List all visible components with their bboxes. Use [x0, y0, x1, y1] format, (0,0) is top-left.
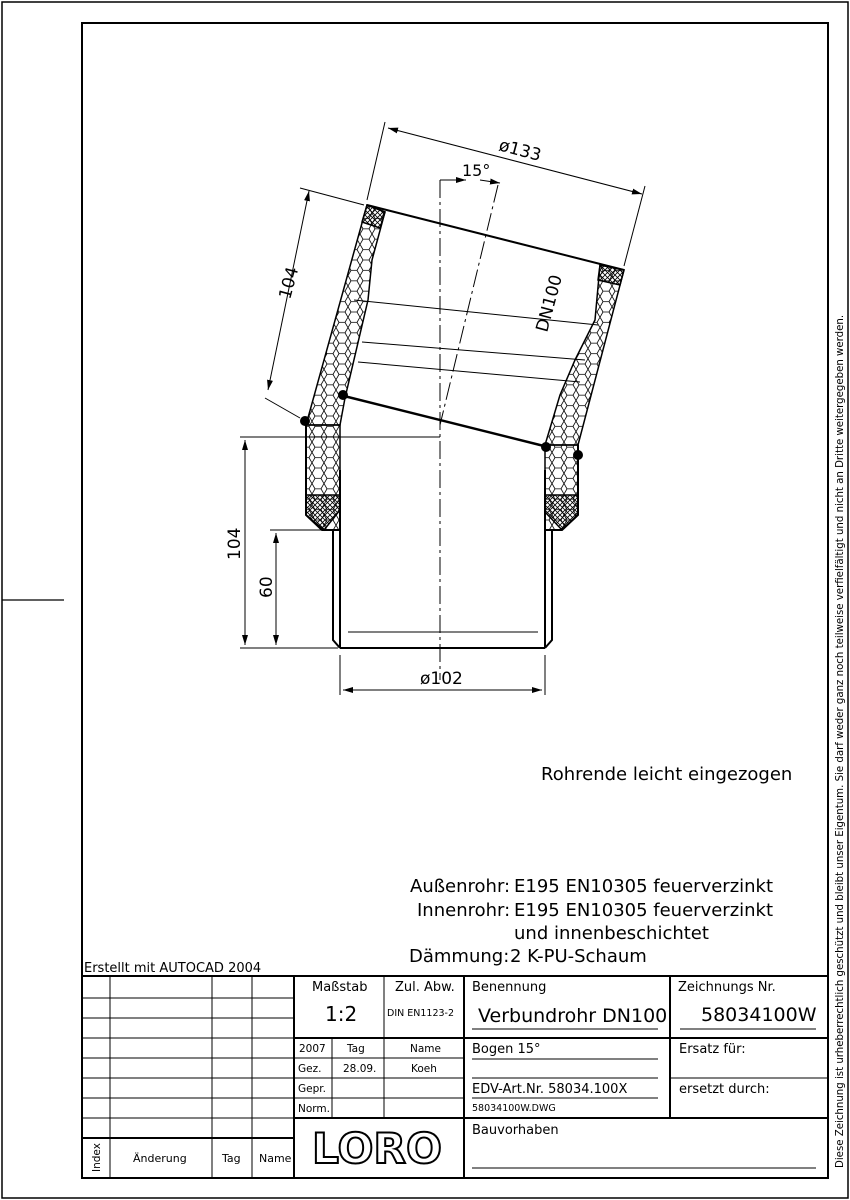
drawn-label: Gez.	[298, 1063, 322, 1075]
material-outer-label: Außenrohr:	[410, 876, 511, 897]
replacement-for-label: Ersatz für:	[679, 1042, 746, 1057]
project-label: Bauvorhaben	[472, 1123, 559, 1138]
dim-angle: 15°	[462, 161, 491, 180]
pipe-bend-drawing	[300, 180, 624, 680]
designation-label: Benennung	[472, 980, 547, 995]
section-line-3	[358, 362, 580, 382]
scale-label: Maßstab	[312, 980, 368, 995]
created-with: Erstellt mit AUTOCAD 2004	[84, 961, 262, 976]
weld-dot	[300, 416, 310, 426]
dim-length-lower: 104	[225, 527, 245, 560]
material-inner-value-2: und innenbeschichtet	[514, 923, 709, 944]
drawing-no-value: 58034100W	[701, 1004, 817, 1026]
day-label: Tag	[347, 1043, 365, 1055]
company-logo: LORO	[312, 1124, 442, 1173]
weld-dot	[541, 442, 551, 452]
insulation-label: Dämmung:	[409, 946, 510, 967]
norm-label: Norm.	[298, 1103, 330, 1115]
drawn-day: 28.09.	[343, 1063, 377, 1075]
dim-inner-diameter: ø102	[420, 669, 463, 689]
top-face	[367, 205, 624, 270]
dim-length-upper: 104	[275, 264, 304, 302]
section-line-1	[354, 300, 598, 325]
rev-change-label: Änderung	[133, 1152, 187, 1165]
scale-value: 1:2	[325, 1002, 358, 1026]
dim-nominal: DN100	[532, 272, 567, 335]
lower-outer-outline	[306, 425, 578, 530]
insulation-value: 2 K-PU-Schaum	[510, 946, 647, 967]
drawing-no-label: Zeichnungs Nr.	[678, 980, 776, 995]
tolerance-value: DIN EN1123-2	[387, 1008, 455, 1019]
dim-outer-diameter: ø133	[496, 135, 544, 166]
material-outer-value: E195 EN10305 feuerverzinkt	[514, 876, 774, 897]
copyright-note: Diese Zeichnung ist urheberrechtlich geschützt und bleibt unser Eigentum. Sie darf weder ganz noch teilweise verfielfältigt und nicht an Dritte weitergegeben werden.	[835, 314, 846, 1168]
rev-name-label: Name	[259, 1152, 292, 1165]
section-line-2	[362, 342, 585, 360]
part-desc: Bogen 15°	[472, 1042, 541, 1057]
checked-label: Gepr.	[298, 1083, 326, 1095]
dwg-file: 58034100W.DWG	[472, 1103, 556, 1114]
drawn-name: Koeh	[411, 1063, 437, 1075]
centerline-tilted	[440, 185, 498, 425]
tolerance-label: Zul. Abw.	[395, 980, 455, 995]
material-inner-value: E195 EN10305 feuerverzinkt	[514, 900, 774, 921]
rev-day-label: Tag	[222, 1152, 241, 1165]
rev-index-label: Index	[91, 1143, 103, 1172]
name-label: Name	[410, 1043, 441, 1055]
weld-dot	[338, 390, 348, 400]
replaced-by-label: ersetzt durch:	[679, 1082, 770, 1097]
year: 2007	[299, 1043, 326, 1055]
note-pipe-end: Rohrende leicht eingezogen	[541, 764, 793, 785]
material-inner-label: Innenrohr:	[417, 900, 511, 921]
edv-label: EDV-Art.Nr. 58034.100X	[472, 1082, 628, 1097]
dim-socket: 60	[257, 576, 277, 598]
designation-value: Verbundrohr DN100	[478, 1005, 668, 1027]
joint-line	[340, 395, 548, 447]
weld-dot	[573, 450, 583, 460]
